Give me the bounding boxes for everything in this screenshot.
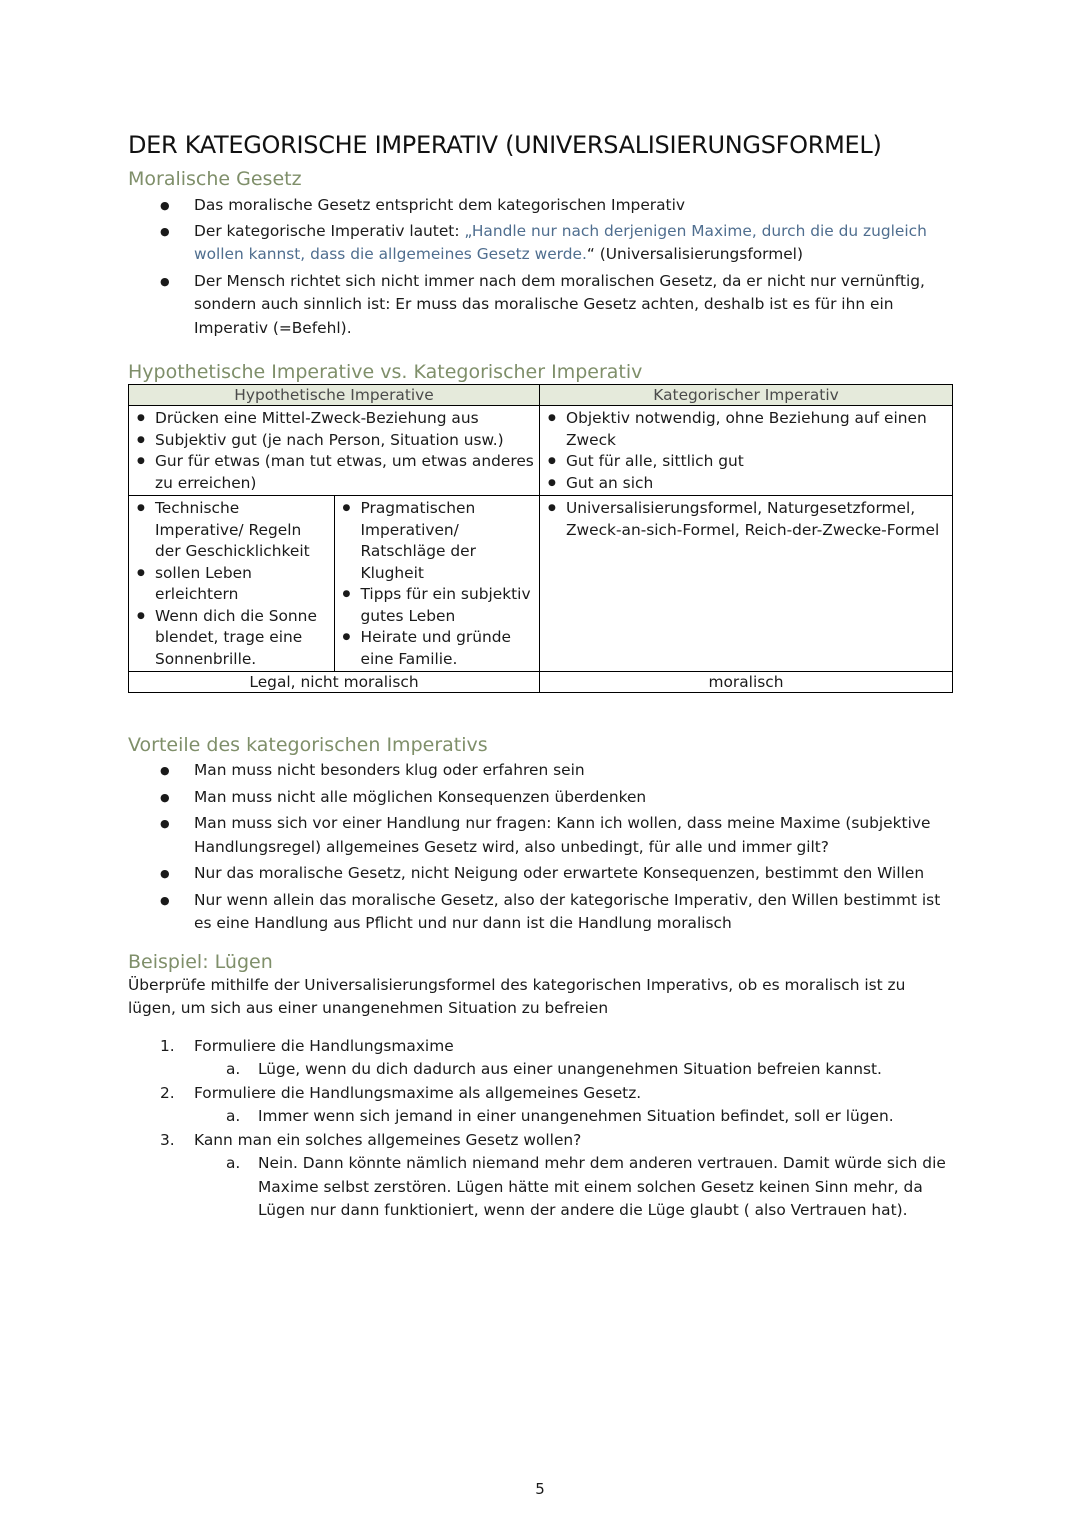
- split-cell: [129, 496, 539, 671]
- column-header-categorical: Kategorischer Imperativ: [540, 385, 953, 406]
- section-heading-moral-law: Moralische Gesetz: [128, 168, 302, 190]
- list-item: [128, 1129, 952, 1223]
- table-row: [129, 406, 953, 496]
- step-number: 2.: [160, 1083, 175, 1102]
- list-item: [128, 1035, 952, 1082]
- step-letter: a.: [226, 1107, 241, 1125]
- pragmatic-imperatives: [335, 496, 540, 671]
- table-cell: [129, 406, 540, 496]
- section-advantages: [128, 733, 952, 936]
- step-answer: [128, 1058, 952, 1082]
- list-item: ● Man muss sich vor einer Handlung nur fragen: Kann ich wollen, dass meine Maxime (subjektive Handlungsregel) allgemeines Gesetz wird, also unbedingt, für alle und immer gilt?: [128, 812, 952, 859]
- section-example: [128, 950, 952, 1223]
- step-number: 3.: [160, 1130, 175, 1149]
- list-item: ● Universalisierungsformel, Naturgesetzformel, Zweck-an-sich-Formel, Reich-der-Zwecke-Formel: [544, 498, 948, 541]
- list-item: ● Gur für etwas (man tut etwas, um etwas anderes zu erreichen): [133, 451, 535, 494]
- example-intro: Überprüfe mithilfe der Universalisierungsformel des kategorischen Imperativs, ob es moralisch ist zu lügen, um sich aus einer unangenehmen Situation zu befreien: [128, 975, 906, 1017]
- imperative-quote: „Handle nur nach derjenigen Maxime, durch die du zugleich wollen kannst, dass die allgemeines Gesetz werde.: [194, 221, 927, 263]
- list-item: ● Nur wenn allein das moralische Gesetz, also der kategorische Imperativ, den Willen bestimmt ist es eine Handlung aus Pflicht und nur dann ist die Handlung moralisch: [128, 889, 952, 936]
- footer-cell-moral: moralisch: [540, 672, 953, 693]
- cell-list: [540, 496, 952, 542]
- page-title: DER KATEGORISCHE IMPERATIV (UNIVERSALISIERUNGSFORMEL): [128, 131, 882, 159]
- list-item: ● Man muss nicht alle möglichen Konsequenzen überdenken: [128, 786, 952, 810]
- list-item: [128, 220, 952, 267]
- step-text: Kann man ein solches allgemeines Gesetz wollen?: [194, 1130, 582, 1149]
- quote-intro: Der kategorische Imperativ lautet:: [194, 221, 465, 240]
- list-item: ● Wenn dich die Sonne blendet, trage eine Sonnenbrille.: [133, 606, 330, 671]
- list-item: ● Man muss nicht besonders klug oder erfahren sein: [128, 759, 952, 783]
- list-item: ● Gut für alle, sittlich gut: [544, 451, 948, 473]
- list-item: ● Heirate und gründe eine Familie.: [339, 627, 536, 670]
- list-item: ● Subjektiv gut (je nach Person, Situation usw.): [133, 430, 535, 452]
- step-answer: [128, 1105, 952, 1129]
- list-item: ● sollen Leben erleichtern: [133, 563, 330, 606]
- cell-list: [335, 496, 540, 671]
- step-letter: a.: [226, 1154, 241, 1172]
- step-text: Formuliere die Handlungsmaxime: [194, 1036, 454, 1055]
- step-text: Formuliere die Handlungsmaxime als allgemeines Gesetz.: [194, 1083, 642, 1102]
- cell-list: [540, 406, 952, 495]
- cell-list: [129, 406, 539, 495]
- table-cell: [540, 496, 953, 672]
- list-item: [128, 1082, 952, 1129]
- column-header-hypothetical: Hypothetische Imperative: [129, 385, 540, 406]
- list-item: ● Drücken eine Mittel-Zweck-Beziehung aus: [133, 408, 535, 430]
- table-cell: [540, 406, 953, 496]
- cell-list: [129, 496, 334, 671]
- table-row: [129, 496, 953, 672]
- footer-cell-legal: Legal, nicht moralisch: [129, 672, 540, 693]
- moral-law-list: [128, 194, 952, 340]
- table-cell: [129, 496, 540, 672]
- section-heading-advantages: Vorteile des kategorischen Imperativs: [128, 734, 488, 756]
- list-item: ● Der Mensch richtet sich nicht immer nach dem moralischen Gesetz, da er nicht nur vernünftig, sondern auch sinnlich ist: Er muss das moralische Gesetz achten, deshalb ist es für ihn ein Imperativ (=Befehl).: [128, 270, 952, 341]
- table-footer-row: [129, 672, 953, 693]
- technical-imperatives: [129, 496, 335, 671]
- list-item: ● Objektiv notwendig, ohne Beziehung auf einen Zweck: [544, 408, 948, 451]
- list-item: ● Das moralische Gesetz entspricht dem kategorischen Imperativ: [128, 194, 952, 218]
- table-header-row: [129, 385, 953, 406]
- comparison-table: [128, 384, 953, 693]
- quote-source: “ (Universalisierungsformel): [586, 245, 803, 263]
- step-answer-text: Lüge, wenn du dich dadurch aus einer unangenehmen Situation befreien kannst.: [258, 1060, 882, 1078]
- list-item: ● Pragmatischen Imperativen/ Ratschläge der Klugheit: [339, 498, 536, 584]
- example-steps: [128, 1035, 952, 1223]
- step-answer-text: Immer wenn sich jemand in einer unangenehmen Situation befindet, soll er lügen.: [258, 1107, 894, 1125]
- step-answer-text: Nein. Dann könnte nämlich niemand mehr dem anderen vertrauen. Damit würde sich die Maxime selbst zerstören. Lügen hätte mit einem solchen Gesetz keinen Sinn mehr, da Lügen nur dann funktioniert, wenn der andere die Lüge glaubt ( also Vertrauen hat).: [258, 1154, 946, 1219]
- step-letter: a.: [226, 1060, 241, 1078]
- advantages-list: [128, 759, 952, 936]
- section-moral-law: [128, 167, 952, 340]
- page-number: 5: [535, 1480, 545, 1498]
- list-item: ● Nur das moralische Gesetz, nicht Neigung oder erwartete Konsequenzen, bestimmt den Willen: [128, 862, 952, 886]
- list-item: ● Gut an sich: [544, 473, 948, 495]
- section-comparison: [128, 360, 952, 693]
- section-heading-example: Beispiel: Lügen: [128, 950, 273, 973]
- section-heading-comparison: Hypothetische Imperative vs. Kategorischer Imperativ: [128, 361, 643, 383]
- document-page: [128, 130, 952, 1223]
- step-answer: [128, 1152, 952, 1223]
- list-item: ● Technische Imperative/ Regeln der Geschicklichkeit: [133, 498, 330, 563]
- list-item: ● Tipps für ein subjektiv gutes Leben: [339, 584, 536, 627]
- step-number: 1.: [160, 1036, 175, 1055]
